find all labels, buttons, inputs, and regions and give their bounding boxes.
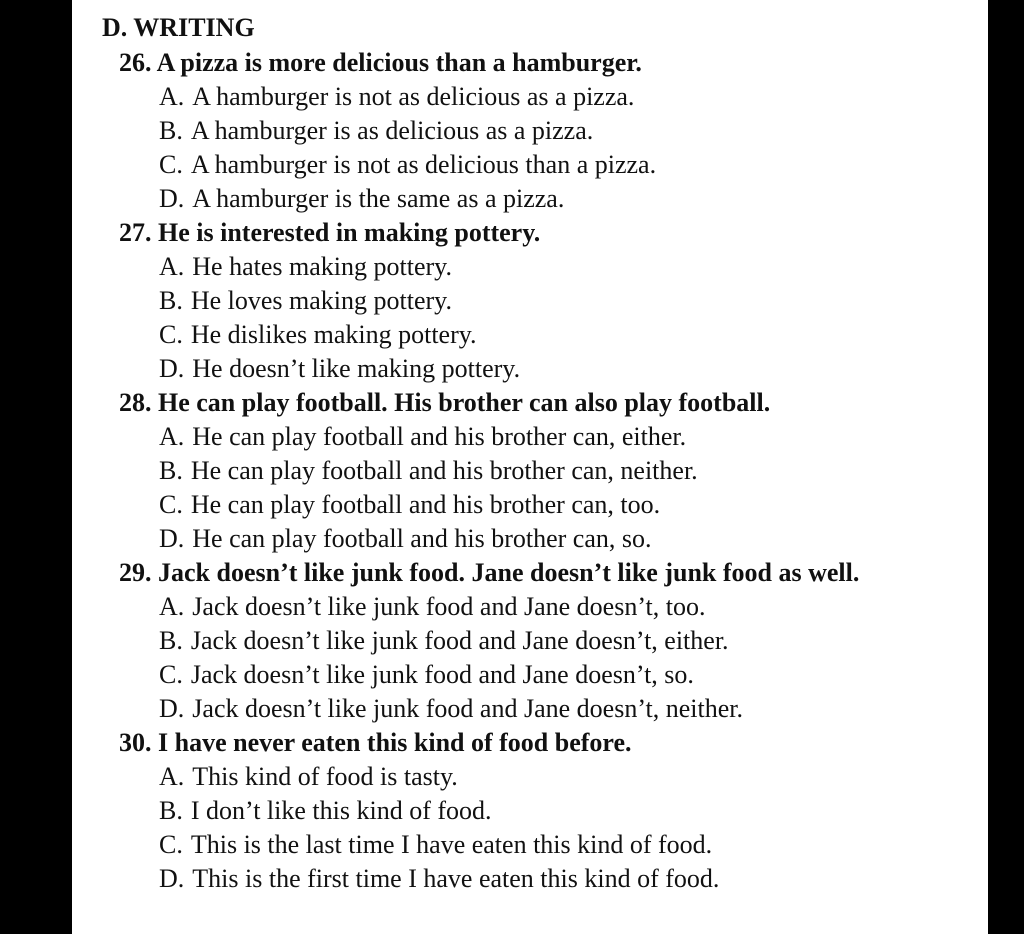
option-letter: D.	[159, 354, 185, 383]
option-d	[102, 692, 982, 726]
option-b	[102, 114, 982, 148]
option-list	[102, 250, 982, 386]
option-letter: D.	[159, 184, 185, 213]
question-27	[102, 216, 982, 386]
option-c	[102, 488, 982, 522]
option-letter: C.	[159, 150, 183, 179]
question-stem: 26. A pizza is more delicious than a hamburger.	[119, 48, 642, 77]
question-30	[102, 726, 982, 896]
question-28	[102, 386, 982, 556]
option-letter: B.	[159, 456, 183, 485]
option-text: He can play football and his brother can, either.	[192, 422, 687, 451]
option-c	[102, 828, 982, 862]
option-text: A hamburger is the same as a pizza.	[192, 184, 565, 213]
option-text: He dislikes making pottery.	[190, 320, 477, 349]
option-list	[102, 80, 982, 216]
option-text: He can play football and his brother can, so.	[192, 524, 652, 553]
option-letter: A.	[159, 762, 185, 791]
option-c	[102, 318, 982, 352]
option-text: He can play football and his brother can, too.	[190, 490, 661, 519]
option-letter: D.	[159, 864, 185, 893]
option-text: I don’t like this kind of food.	[190, 796, 492, 825]
option-list	[102, 420, 982, 556]
option-text: A hamburger is as delicious as a pizza.	[190, 116, 594, 145]
option-d	[102, 862, 982, 896]
option-d	[102, 522, 982, 556]
option-a	[102, 250, 982, 284]
question-stem: 29. Jack doesn’t like junk food. Jane doesn’t like junk food as well.	[119, 558, 860, 587]
option-letter: C.	[159, 490, 183, 519]
option-text: A hamburger is not as delicious as a pizza.	[192, 82, 635, 111]
section-title: D. WRITING	[102, 13, 255, 42]
option-text: Jack doesn’t like junk food and Jane doesn’t, neither.	[192, 694, 743, 723]
option-letter: C.	[159, 830, 183, 859]
option-d	[102, 352, 982, 386]
option-text: Jack doesn’t like junk food and Jane doesn’t, either.	[190, 626, 729, 655]
option-text: This kind of food is tasty.	[192, 762, 458, 791]
question-26	[102, 46, 982, 216]
option-text: He can play football and his brother can, neither.	[190, 456, 698, 485]
option-letter: A.	[159, 252, 185, 281]
option-a	[102, 420, 982, 454]
option-d	[102, 182, 982, 216]
option-text: Jack doesn’t like junk food and Jane doesn’t, so.	[190, 660, 694, 689]
option-letter: B.	[159, 626, 183, 655]
option-letter: A.	[159, 82, 185, 111]
question-stem: 28. He can play football. His brother can also play football.	[119, 388, 771, 417]
option-letter: B.	[159, 116, 183, 145]
worksheet-content	[102, 10, 982, 896]
option-text: This is the first time I have eaten this kind of food.	[192, 864, 720, 893]
option-list	[102, 590, 982, 726]
option-a	[102, 590, 982, 624]
option-b	[102, 284, 982, 318]
worksheet-page	[72, 0, 988, 934]
option-letter: D.	[159, 694, 185, 723]
option-text: Jack doesn’t like junk food and Jane doesn’t, too.	[192, 592, 706, 621]
option-b	[102, 624, 982, 658]
option-text: A hamburger is not as delicious than a pizza.	[190, 150, 657, 179]
option-text: He loves making pottery.	[190, 286, 452, 315]
question-stem: 27. He is interested in making pottery.	[119, 218, 541, 247]
option-letter: A.	[159, 422, 185, 451]
option-c	[102, 148, 982, 182]
option-letter: C.	[159, 320, 183, 349]
option-text: He hates making pottery.	[192, 252, 452, 281]
question-stem: 30. I have never eaten this kind of food before.	[119, 728, 632, 757]
option-list	[102, 760, 982, 896]
option-a	[102, 80, 982, 114]
option-b	[102, 454, 982, 488]
option-letter: C.	[159, 660, 183, 689]
option-text: He doesn’t like making pottery.	[192, 354, 521, 383]
option-letter: B.	[159, 286, 183, 315]
option-a	[102, 760, 982, 794]
option-letter: A.	[159, 592, 185, 621]
option-c	[102, 658, 982, 692]
option-letter: B.	[159, 796, 183, 825]
option-b	[102, 794, 982, 828]
option-letter: D.	[159, 524, 185, 553]
question-29	[102, 556, 982, 726]
option-text: This is the last time I have eaten this kind of food.	[190, 830, 713, 859]
